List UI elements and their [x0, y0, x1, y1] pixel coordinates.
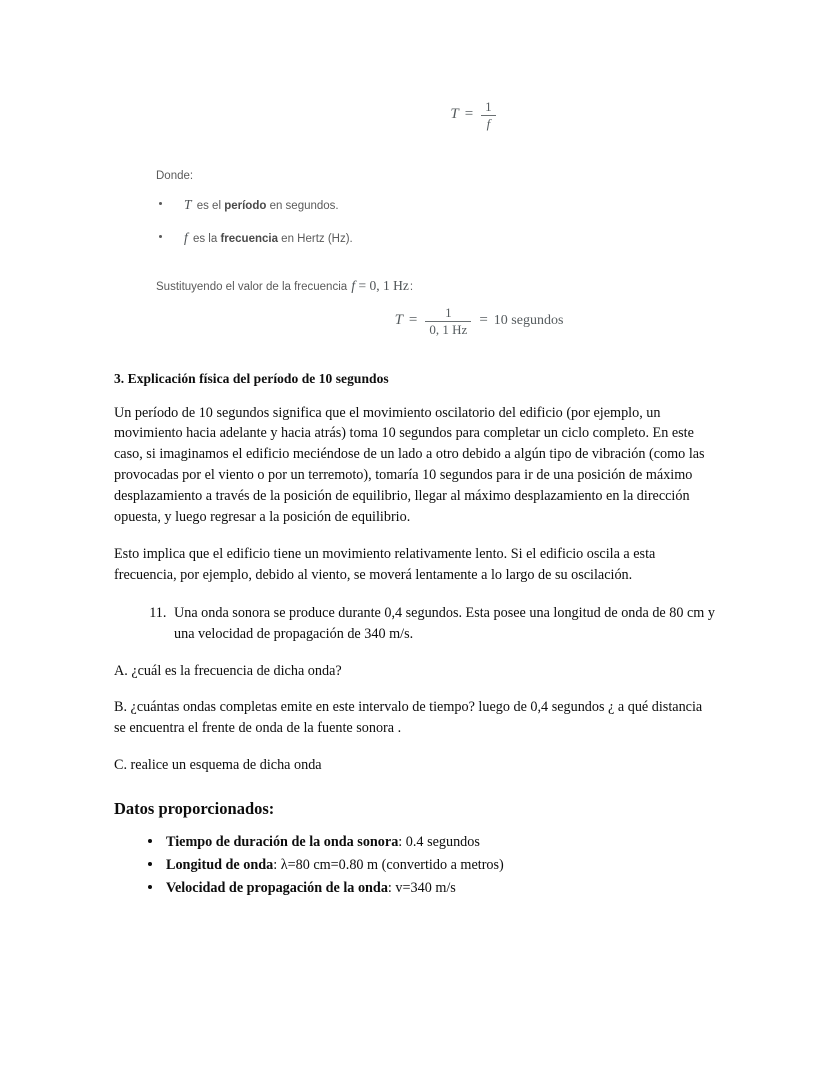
document-body: [114, 370, 716, 901]
numbered-exercise-list: [114, 603, 716, 645]
fraction-denominator: f: [486, 115, 491, 131]
fraction-numerator: 1: [485, 99, 492, 114]
definition-text-after: en Hertz (Hz).: [277, 232, 353, 245]
formula-period-result: [309, 306, 649, 350]
datos-label-longitud: Longitud de onda: [166, 857, 274, 874]
symbol-definition-list: [156, 196, 586, 262]
formula-lhs-T: T: [450, 106, 459, 123]
fraction-one-over-point-one-hz: [425, 306, 471, 336]
datos-proporcionados-heading: Datos proporcionados:: [114, 798, 275, 818]
datos-label-velocidad: Velocidad de propagación de la onda: [166, 880, 388, 897]
paragraph-explanation-1: Un período de 10 segundos significa que el movimiento oscilatorio del edificio (por ejemplo, un movimiento hacia adelante y hacia atrás) toma 10 segundos para completar un ciclo completo. En este caso, si imaginamos el edificio meciéndose de un lado a otro debido a algún tipo de vibración (como las provocadas por el viento o por un terremoto), tomaría 10 segundos para ir de una posición de máximo desplazamiento a través de la posición de equilibrio, llegar al máximo desplazamiento en la dirección opuesta, y luego regresar a la posición de equilibrio.: [114, 404, 705, 525]
symbol-T: T: [184, 197, 192, 212]
bullet-icon: [148, 885, 152, 889]
question-a: A. ¿cuál es la frecuencia de dicha onda?: [114, 662, 342, 679]
result-fraction-numerator: 1: [445, 305, 452, 320]
result-equals-first: =: [408, 312, 418, 329]
formula-period-expression: [450, 100, 497, 130]
result-equals-second: =: [479, 312, 488, 329]
definition-bold-period: período: [224, 200, 267, 212]
datos-item-velocidad: [114, 878, 716, 899]
bullet-icon: [148, 862, 152, 866]
definition-text-before: es la: [189, 232, 221, 245]
datos-value-longitud: : λ=80 cm=0.80 m (convertido a metros): [273, 857, 504, 874]
datos-label-tiempo: Tiempo de duración de la onda sonora: [166, 834, 399, 851]
list-item-frequency-definition: [156, 229, 586, 248]
result-value: 10 segundos: [493, 312, 564, 328]
substitution-suffix: :: [409, 281, 414, 293]
formula-equals-sign: =: [464, 106, 474, 123]
result-lhs-T: T: [394, 312, 403, 329]
datos-item-longitud: [114, 855, 716, 876]
donde-label: Donde:: [156, 170, 194, 182]
datos-value-tiempo: : 0.4 segundos: [398, 834, 480, 851]
formula-result-expression: [395, 306, 564, 336]
inline-math-unit: Hz: [393, 278, 409, 293]
bullet-icon: [159, 202, 162, 205]
datos-value-velocidad: : v=340 m/s: [387, 880, 456, 897]
substitution-line: [156, 276, 413, 296]
fraction-one-over-f: [481, 100, 496, 130]
list-item-period-definition: [156, 196, 586, 215]
definition-bold-frecuencia: frecuencia: [220, 232, 278, 245]
question-c: C. realice un esquema de dicha onda: [114, 756, 322, 773]
question-b: B. ¿cuántas ondas completas emite en este intervalo de tiempo? luego de 0,4 segundos ¿ a qué distancia se encuentra el frente de onda de la fuente sonora .: [114, 699, 703, 737]
result-fraction-denominator: 0, 1 Hz: [429, 321, 468, 337]
inline-math-equals: =: [358, 278, 367, 293]
definition-text-after: en segundos.: [266, 200, 339, 212]
list-item-exercise-11: 11. Una onda sonora se produce durante 0,4 segundos. Esta posee una longitud de onda de 80 cm y una velocidad de propagación de 340 m/s.: [170, 603, 716, 645]
symbol-f: f: [184, 229, 188, 245]
paragraph-explanation-2: Esto implica que el edificio tiene un movimiento relativamente lento. Si el edificio oscila a esta frecuencia, por ejemplo, debido al viento, se moverá lentamente a lo largo de su oscilación.: [114, 546, 656, 584]
inline-math-frequency-value: [350, 278, 410, 293]
definition-text-before: es el: [193, 200, 225, 212]
inline-math-var-f: f: [351, 278, 356, 293]
bullet-icon: [159, 235, 162, 238]
section-heading-3: 3. Explicación física del período de 10 segundos: [114, 371, 389, 386]
formula-period-definition: [354, 100, 594, 144]
substitution-prefix: Sustituyendo el valor de la frecuencia: [156, 281, 351, 293]
datos-item-tiempo: [114, 832, 716, 853]
datos-proporcionados-list: [114, 832, 716, 899]
bullet-icon: [148, 839, 152, 843]
inline-math-value: 0, 1: [369, 278, 390, 293]
